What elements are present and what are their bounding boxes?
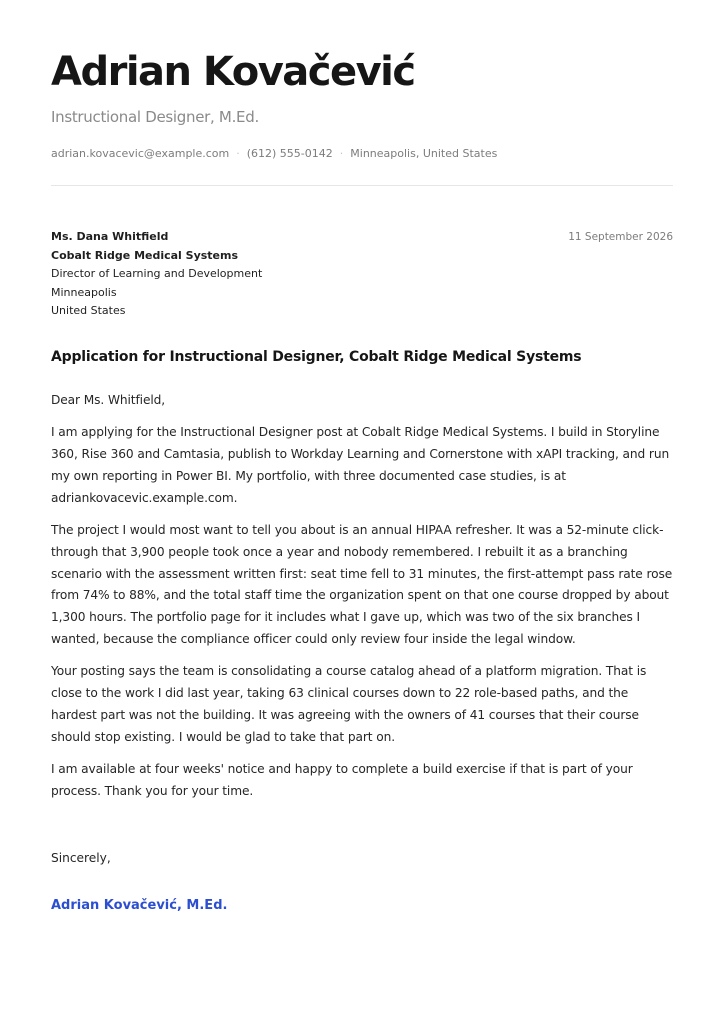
letter-body (51, 390, 673, 813)
contact-line (51, 147, 497, 160)
recipient-title: Director of Learning and Development (51, 267, 263, 280)
greeting: Dear Ms. Whitfield, (51, 393, 166, 407)
letter-subject: Application for Instructional Designer, Cobalt Ridge Medical Systems (51, 349, 582, 365)
recipient-name: Ms. Dana Whitfield (51, 230, 169, 243)
applicant-role: Instructional Designer, M.Ed. (51, 108, 259, 126)
signature: Adrian Kovačević, M.Ed. (51, 898, 228, 913)
recipient-block (51, 228, 262, 321)
recipient-country: United States (51, 304, 126, 317)
body-paragraph: I am applying for the Instructional Designer post at Cobalt Ridge Medical Systems. I build in Storyline 360, Rise 360 and Camtasia, publish to Workday Learning and Cornerstone with xAPI tracking, and run my own reporting in Power BI. My portfolio, with three documented case studies, is at adriankovacevic.example.com. (51, 425, 670, 505)
header-divider (51, 185, 673, 186)
body-paragraph: The project I would most want to tell you about is an annual HIPAA refresher. It was a 52-minute click-through that 3,900 people took once a year and nobody remembered. I rebuilt it as a branching scenario with the assessment written first: seat time fell to 31 minutes, the first-attempt pass rate rose from 74% to 88%, and the total staff time the organization spent on that one course dropped by about 1,300 hours. The portfolio page for it includes what I gave up, which was two of the six branches I wanted, because the compliance officer could only review four inside the legal window. (51, 522, 673, 646)
recipient-city: Minneapolis (51, 285, 117, 299)
letter-date: 11 September 2026 (568, 231, 673, 243)
body-paragraph: I am available at four weeks' notice and happy to complete a build exercise if that is part of your process. Thank you for your time. (51, 761, 633, 798)
contact-separator: · (339, 147, 344, 160)
body-paragraph: Your posting says the team is consolidating a course catalog ahead of a platform migration. That is close to the work I did last year, taking 63 clinical courses down to 22 role-based paths, and the hardest part was not the building. It was agreeing with the owners of 41 courses that their course should stop existing. I would be glad to take that part on. (51, 664, 647, 744)
contact-phone: (612) 555-0142 (246, 147, 333, 160)
applicant-name: Adrian Kovačević (51, 49, 415, 95)
contact-location: Minneapolis, United States (350, 147, 498, 160)
closing: Sincerely, (51, 851, 111, 865)
recipient-company: Cobalt Ridge Medical Systems (51, 248, 239, 262)
contact-separator: · (236, 147, 240, 160)
contact-email: adrian.kovacevic@example.com (51, 147, 230, 160)
